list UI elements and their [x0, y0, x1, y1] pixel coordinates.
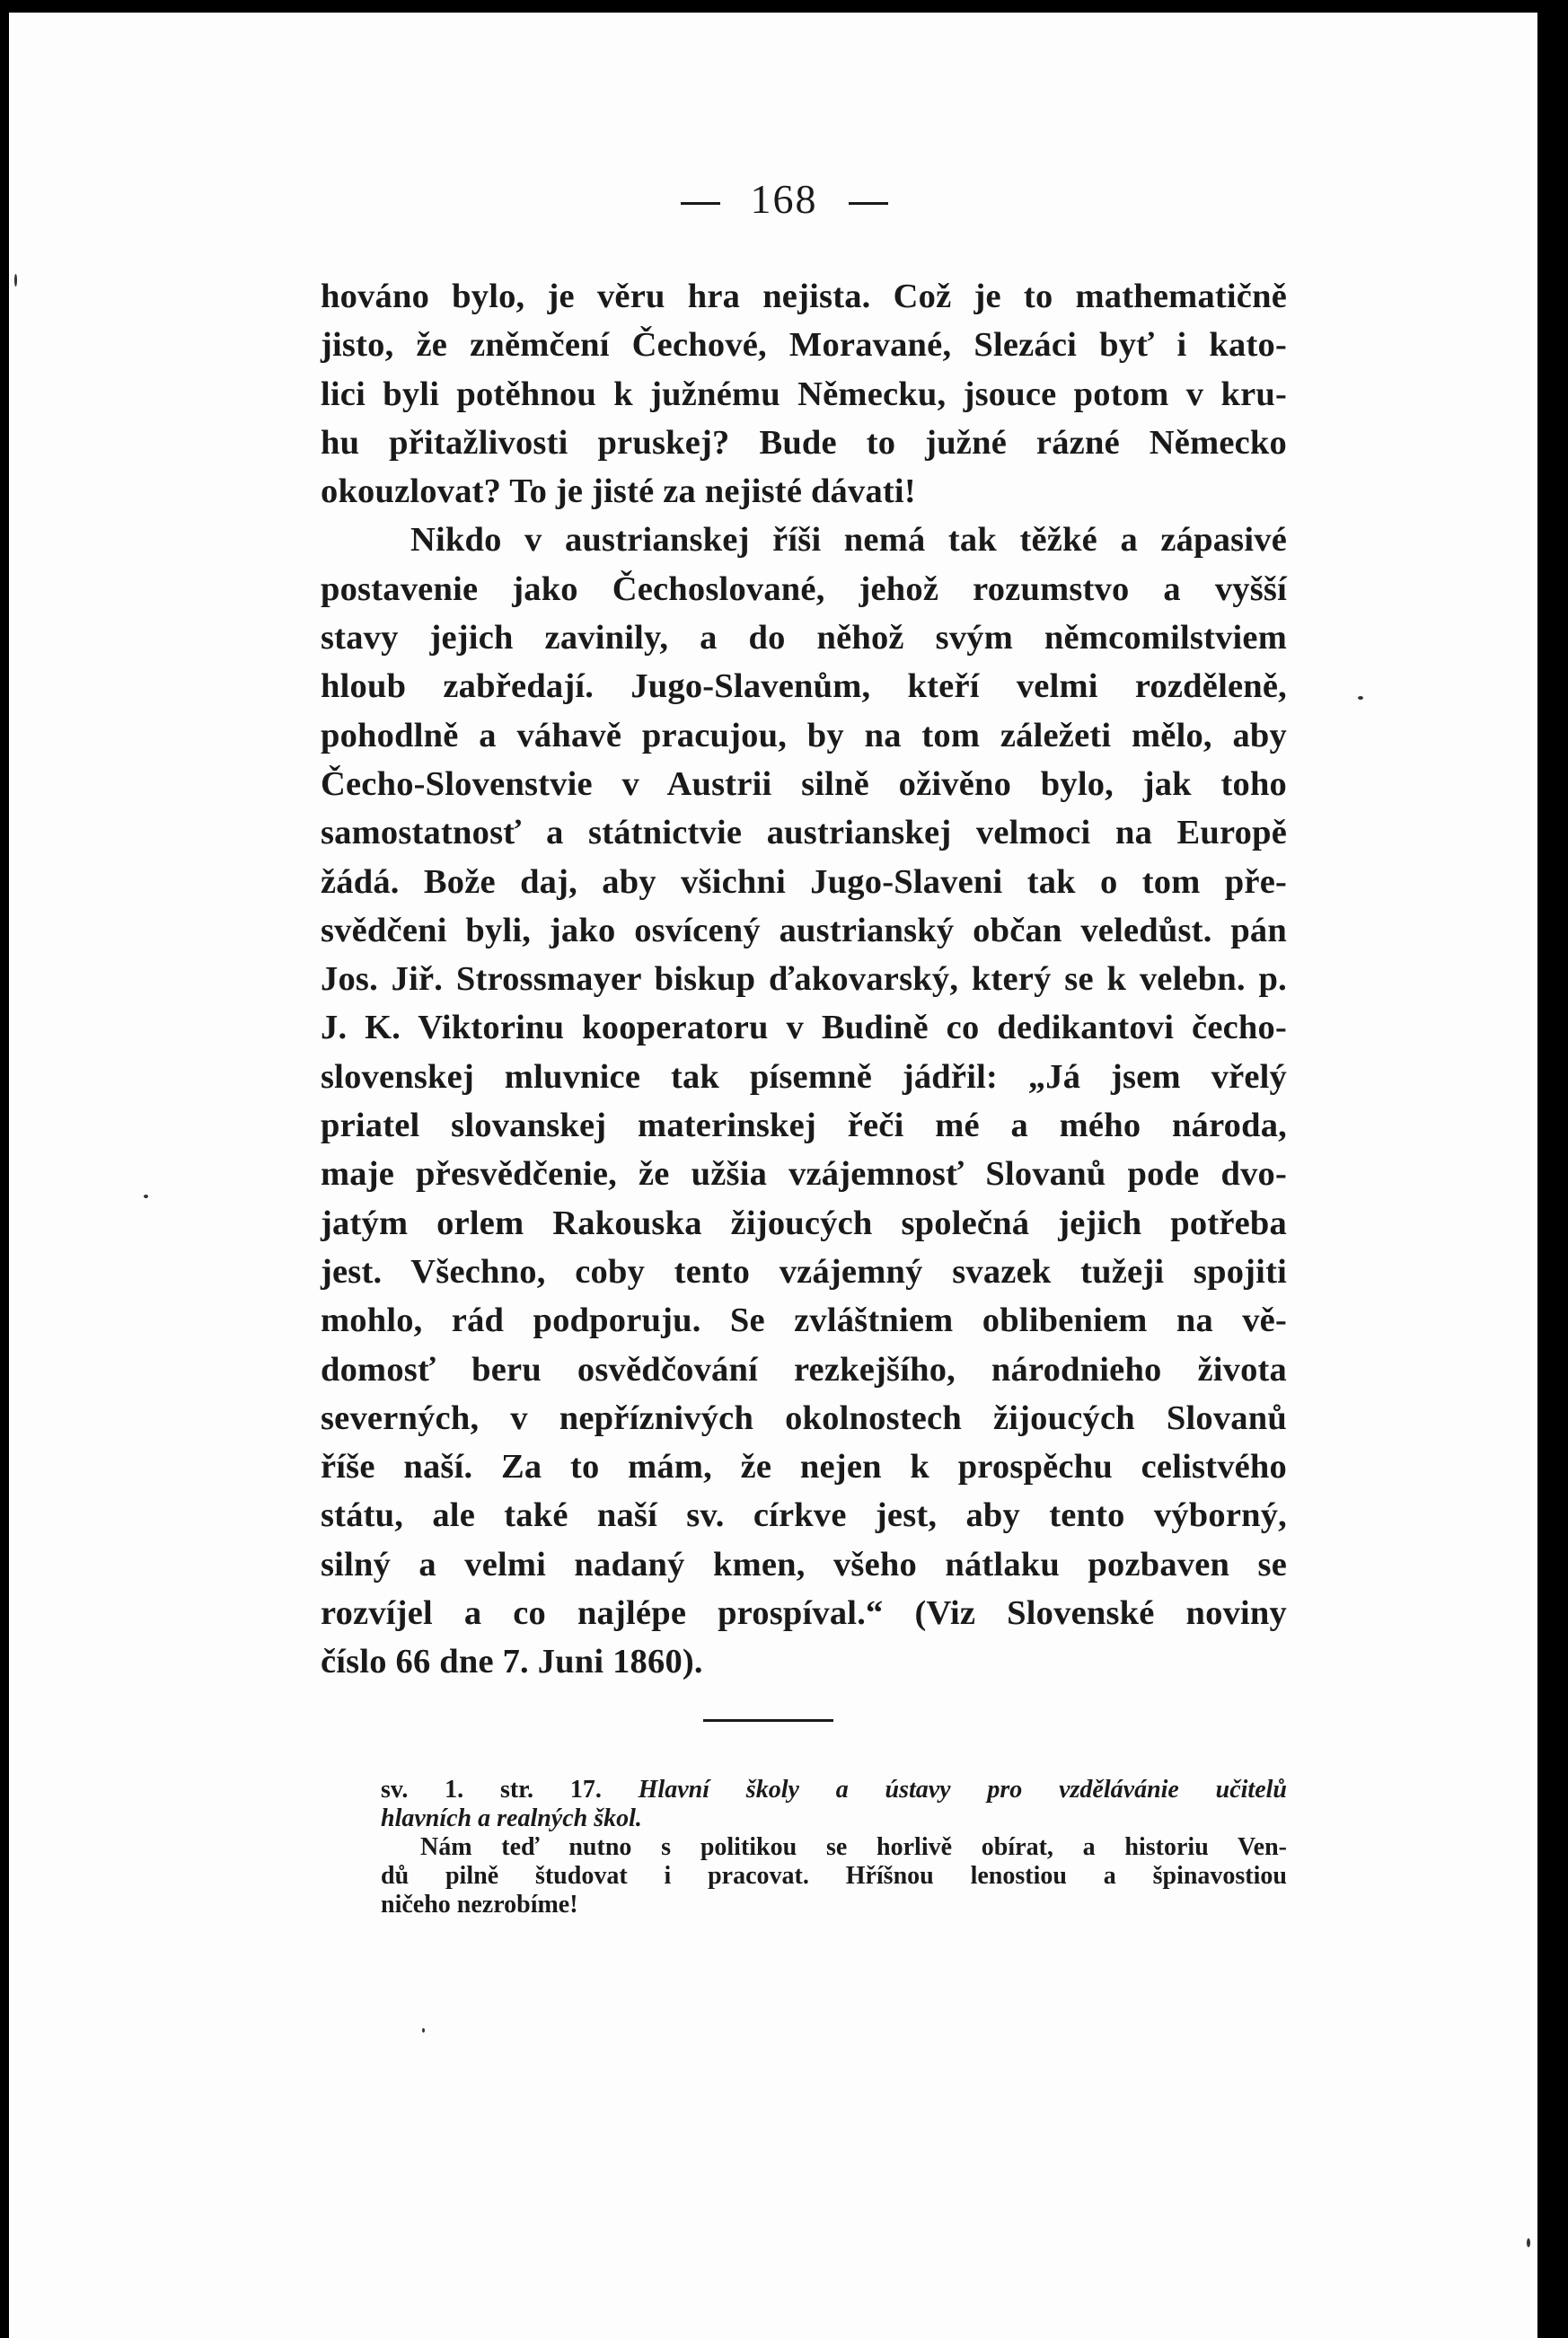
footnote-ref-line	[381, 1776, 1287, 1804]
footnotes	[381, 1776, 1287, 1919]
body-text	[321, 272, 1287, 1687]
page-number-text: 168	[750, 176, 818, 222]
body-line: jisto, že zněmčení Čechové, Moravané, Slezáci byť i kato-	[321, 326, 1287, 365]
body-line: svědčeni byli, jako osvícený austrianský občan veledůst. pán	[321, 911, 1287, 949]
scan-speck	[14, 274, 17, 287]
body-line: severných, v nepříznivých okolnostech žijoucých Slovanů	[321, 1398, 1287, 1437]
body-line: jest. Všechno, coby tento vzájemný svazek tužeji spojiti	[321, 1252, 1287, 1291]
body-line: hu přitažlivosti pruskej? Bude to južné rázné Německo	[321, 423, 1287, 462]
body-line: Jos. Jiř. Strossmayer biskup ďakovarský, který se k velebn. p.	[321, 960, 1287, 999]
body-line: státu, ale také naší sv. církve jest, aby tento výborný,	[321, 1496, 1287, 1535]
scan-border-top	[0, 0, 1568, 13]
page-number-dash-right	[849, 202, 888, 205]
body-line: hloub zabředají. Jugo-Slavenům, kteří velmi rozděleně,	[321, 667, 1287, 706]
footnote-ref-plain: sv. 1. str. 17.	[381, 1776, 602, 1804]
scan-border-right	[1537, 0, 1568, 2338]
body-line: slovenskej mluvnice tak písemně jádřil: „Já jsem vřelý	[321, 1057, 1287, 1096]
footnote-note-line: ničeho nezrobíme!	[381, 1891, 578, 1919]
body-line: hováno bylo, je věru hra nejista. Což je to mathematičně	[321, 278, 1287, 315]
body-line: silný a velmi nadaný kmen, všeho nátlaku pozbaven se	[321, 1545, 1287, 1584]
body-line: stavy jejich zavinily, a do něhož svým němcomilstviem	[321, 619, 1287, 657]
body-line: domosť beru osvědčování rezkejšího, národnieho života	[321, 1350, 1287, 1389]
body-line: Nikdo v austrianskej říši nemá tak těžké a zápasivé	[410, 521, 1287, 560]
footnote-ref-title-cont: hlavních a realných škol.	[381, 1804, 642, 1832]
scan-border-left	[0, 0, 9, 2338]
body-line: maje přesvědčenie, že užšia vzájemnosť Slovanů pode dvo-	[321, 1155, 1287, 1194]
body-line: jatým orlem Rakouska žijoucých společná jejich potřeba	[321, 1204, 1287, 1242]
body-line: lici byli potěhnou k južnému Německu, jsouce potom v kru-	[321, 375, 1287, 413]
body-line: J. K. Viktorinu kooperatoru v Budině co dedikantovi čecho-	[321, 1009, 1287, 1047]
footnote-note-line: dů pilně študovat i pracovat. Hříšnou lenostiou a špinavostiou	[381, 1862, 1287, 1890]
body-line: číslo 66 dne 7. Juni 1860).	[321, 1643, 703, 1681]
footnote-separator	[703, 1719, 833, 1722]
scan-speck	[1358, 696, 1363, 700]
body-line: rozvíjel a co najlépe prospíval.“ (Viz Slovenské noviny	[321, 1594, 1287, 1633]
page-number	[0, 175, 1568, 223]
body-line: Čecho-Slovenstvie v Austrii silně oživěno bylo, jak toho	[321, 764, 1287, 803]
body-line: okouzlovat? To je jisté za nejisté dávati!	[321, 472, 916, 511]
body-line: postavenie jako Čechoslované, jehož rozumstvo a vyšší	[321, 569, 1287, 608]
footnote-ref-title: Hlavní školy a ústavy pro vzdělávánie učitelů	[638, 1776, 1287, 1804]
footnote-note-line: Nám teď nutno s politikou se horlivě obírat, a historiu Ven-	[420, 1833, 1287, 1861]
body-line: samostatnosť a státnictvie austrianskej velmoci na Europě	[321, 814, 1287, 852]
page-number-dash-left	[681, 202, 720, 205]
body-line: říše naší. Za to mám, že nejen k prospěchu celistvého	[321, 1448, 1287, 1487]
body-line: priatel slovanskej materinskej řeči mé a mého národa,	[321, 1107, 1287, 1145]
body-line: žádá. Bože daj, aby všichni Jugo-Slaveni tak o tom pře-	[321, 862, 1287, 901]
scan-speck	[144, 1195, 148, 1198]
scan-speck	[422, 2028, 425, 2033]
scan-speck	[1527, 2238, 1530, 2247]
body-line: mohlo, rád podporuju. Se zvláštniem oblibeniem na vě-	[321, 1301, 1287, 1340]
body-line: pohodlně a váhavě pracujou, by na tom záležeti mělo, aby	[321, 716, 1287, 754]
